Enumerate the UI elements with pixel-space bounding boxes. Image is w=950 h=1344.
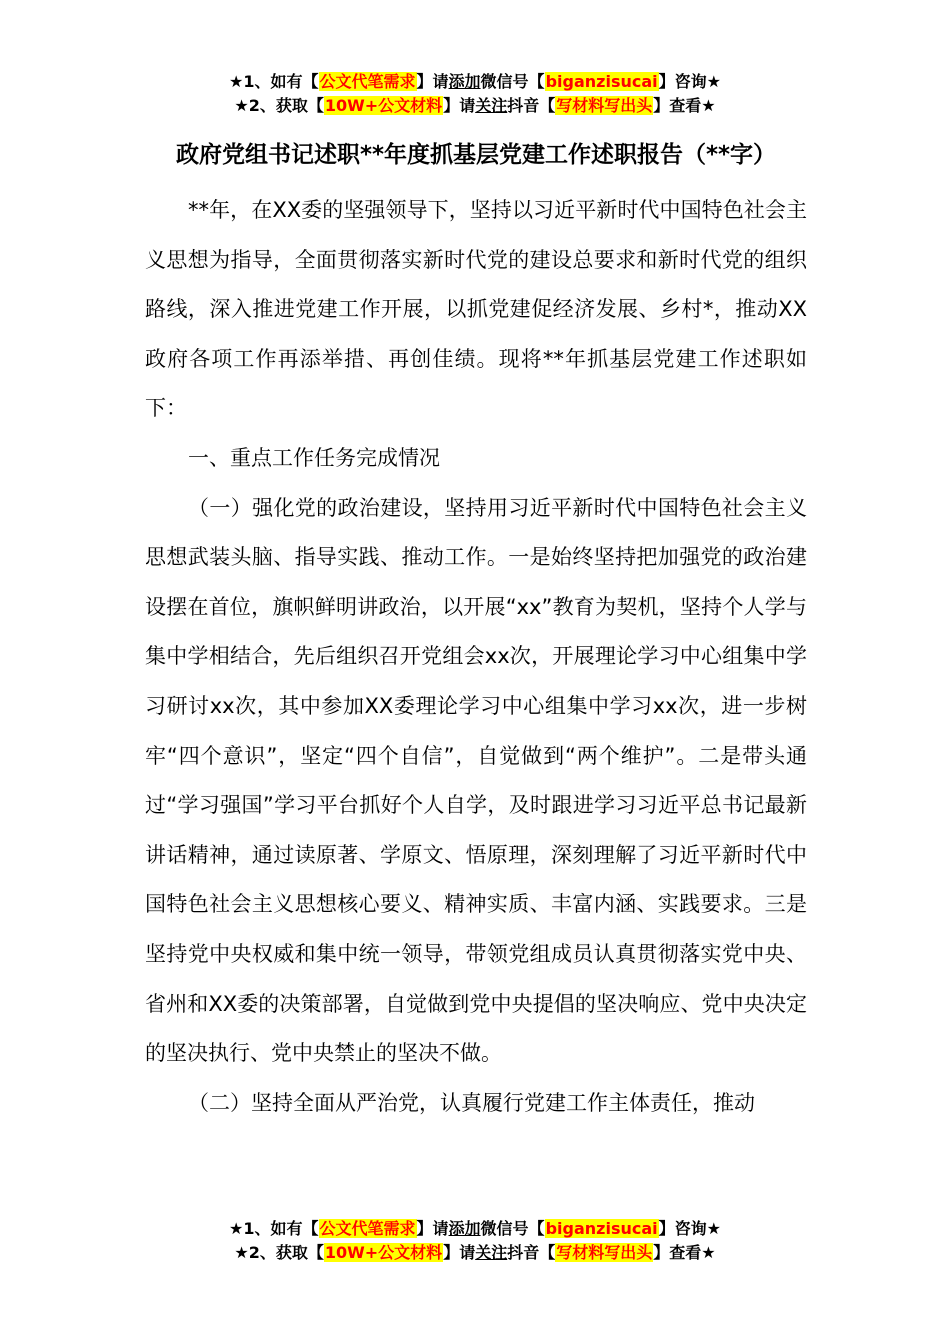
douyin-id-highlight: 写材料写出头 — [556, 1243, 653, 1262]
promo-highlight: 公文代笔需求 — [319, 72, 416, 91]
promo-emphasis: 关注 — [475, 1243, 508, 1262]
promo-text: 】查看★ — [653, 1243, 716, 1262]
promo-highlight: 10W+公文材料 — [324, 96, 443, 115]
promo-text: 】请 — [416, 72, 449, 91]
promo-line-2 — [0, 1241, 950, 1265]
promo-text: ★1、如有【 — [229, 1219, 319, 1238]
promo-emphasis: 添加 — [448, 1219, 481, 1238]
promo-text: ★2、获取【 — [234, 1243, 324, 1262]
promo-text: ★2、获取【 — [234, 96, 324, 115]
document-body — [145, 130, 807, 1128]
promo-text: 】请 — [443, 96, 476, 115]
promo-text: 】请 — [443, 1243, 476, 1262]
promo-text: 】请 — [416, 1219, 449, 1238]
promo-text: 】咨询★ — [658, 72, 721, 91]
intro-paragraph: **年，在XX委的坚强领导下，坚持以习近平新时代中国特色社会主义思想为指导，全面贯彻落实新时代党的建设总要求和新时代党的组织路线，深入推进党建工作开展，以抓党建促经济发展、乡村*，推动XX政府各项工作再添举措、再创佳绩。现将**年抓基层党建工作述职如下： — [145, 198, 807, 421]
promo-banner-top — [0, 70, 950, 118]
promo-text: 抖音【 — [507, 1243, 556, 1262]
wechat-id-highlight: biganzisucai — [545, 1219, 658, 1238]
promo-text: 抖音【 — [507, 96, 556, 115]
promo-text: ★1、如有【 — [229, 72, 319, 91]
body-paragraph: （二）坚持全面从严治党，认真履行党建工作主体责任，推动 — [188, 1090, 755, 1115]
promo-banner-bottom — [0, 1217, 950, 1265]
wechat-id-highlight: biganzisucai — [545, 72, 658, 91]
promo-emphasis: 关注 — [475, 96, 508, 115]
promo-text: 】查看★ — [653, 96, 716, 115]
body-paragraph: （一）强化党的政治建设，坚持用习近平新时代中国特色社会主义思想武装头脑、指导实践、推动工作。一是始终坚持把加强党的政治建设摆在首位，旗帜鲜明讲政治，以开展“xx”教育为契机，坚持个人学与集中学相结合，先后组织召开党组会xx次，开展理论学习中心组集中学习研讨xx次，其中参加XX委理论学习中心组集中学习xx次，进一步树牢“四个意识”，坚定“四个自信”，自觉做到“两个维护”。二是带头通过“学习强国”学习平台抓好个人自学，及时跟进学习习近平总书记最新讲话精神，通过读原著、学原文、悟原理，深刻理解了习近平新时代中国特色社会主义思想核心要义、精神实质、丰富内涵、实践要求。三是坚持党中央权威和集中统一领导，带领党组成员认真贯彻落实党中央、省州和XX委的决策部署，自觉做到党中央提倡的坚决响应、党中央决定的坚决执行、党中央禁止的坚决不做。 — [145, 495, 807, 1066]
promo-emphasis: 添加 — [448, 72, 481, 91]
promo-line-1 — [0, 70, 950, 94]
promo-text: 微信号【 — [480, 72, 545, 91]
document-title: 政府党组书记述职**年度抓基层党建工作述职报告（**字） — [175, 142, 777, 168]
promo-highlight: 公文代笔需求 — [319, 1219, 416, 1238]
promo-text: 】咨询★ — [658, 1219, 721, 1238]
douyin-id-highlight: 写材料写出头 — [556, 96, 653, 115]
promo-highlight: 10W+公文材料 — [324, 1243, 443, 1262]
section-heading: 一、重点工作任务完成情况 — [188, 445, 440, 470]
promo-line-1 — [0, 1217, 950, 1241]
promo-text: 微信号【 — [480, 1219, 545, 1238]
promo-line-2 — [0, 94, 950, 118]
